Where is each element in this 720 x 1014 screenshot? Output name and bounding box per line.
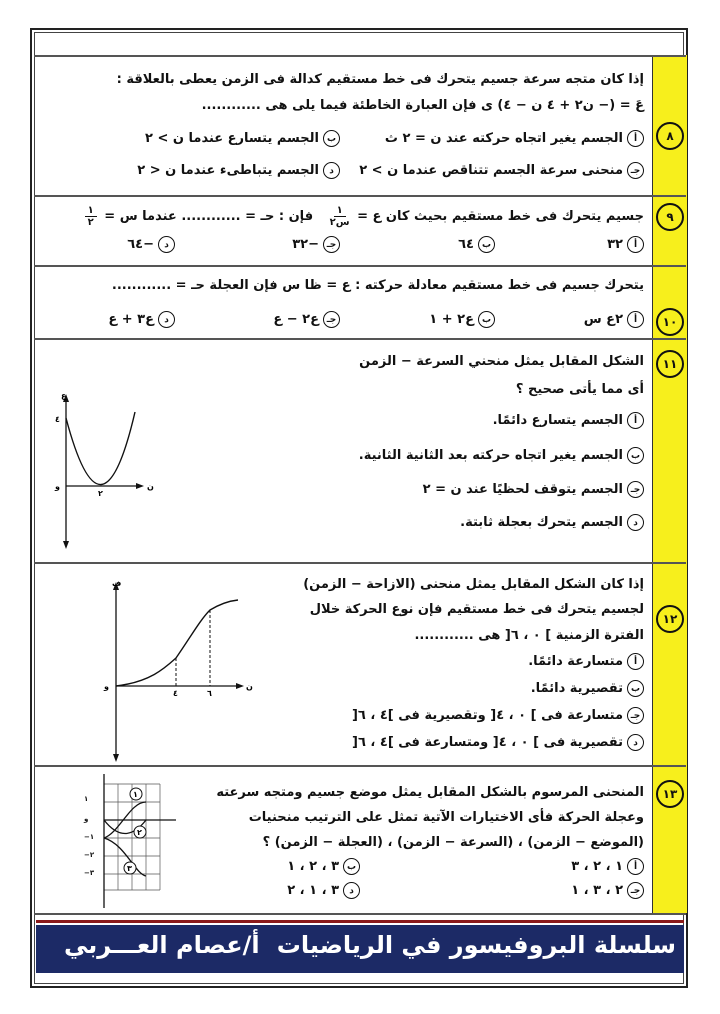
option-letter-badge: أ bbox=[627, 130, 644, 147]
author-name: أ/عصام العـــربي bbox=[64, 931, 260, 959]
q11-stem-line-1: الشكل المقابل يمثل منحني السرعة − الزمن bbox=[359, 354, 644, 369]
footer-banner bbox=[36, 925, 684, 973]
y-tick-label: −٢ bbox=[84, 851, 95, 859]
divider bbox=[34, 913, 686, 915]
option-text: الجسم يغير اتجاه حركته عند ن = ٢ ث bbox=[384, 131, 623, 146]
option-letter-badge: جـ bbox=[627, 707, 644, 724]
divider bbox=[34, 562, 686, 564]
divider bbox=[34, 55, 686, 57]
option-letter-badge: ب bbox=[478, 236, 495, 253]
x-tick-label: ٢ bbox=[98, 489, 103, 498]
option-text: متسارعة دائمًا. bbox=[528, 654, 623, 669]
y-tick-label: ١ bbox=[84, 795, 89, 803]
option-text: ١ ، ٢ ، ٣ bbox=[571, 859, 623, 874]
q9-option-b[interactable] bbox=[458, 236, 495, 253]
q10-option-d[interactable] bbox=[108, 311, 175, 328]
question-number-10: ١٠ bbox=[656, 308, 684, 336]
fraction bbox=[330, 205, 350, 228]
arrow-right-icon bbox=[236, 683, 244, 689]
option-letter-badge: ب bbox=[627, 680, 644, 697]
q9-stem-part-a: جسيم يتحرك فى خط مستقيم بحيث كان ع = bbox=[357, 209, 644, 224]
question-number-8: ٨ bbox=[656, 122, 684, 150]
option-text: الجسم يتحرك بعجلة ثابتة. bbox=[460, 515, 623, 530]
question-number-9: ٩ bbox=[656, 203, 684, 231]
y-tick-label: −٣ bbox=[84, 869, 95, 877]
q9-option-d[interactable] bbox=[127, 236, 175, 253]
option-letter-badge: ب bbox=[627, 447, 644, 464]
q9-stem bbox=[82, 205, 644, 228]
x-tick-label: ٦ bbox=[207, 689, 212, 698]
option-text: ٣ ، ٢ ، ١ bbox=[287, 859, 339, 874]
option-text: الجسم يغير اتجاه حركته بعد الثانية الثانية. bbox=[358, 448, 623, 463]
q11-option-b[interactable] bbox=[359, 447, 644, 464]
q10-option-c[interactable] bbox=[273, 311, 340, 328]
option-text: ع٣ + ع bbox=[108, 312, 154, 327]
y-tick-label: ٤ bbox=[55, 415, 60, 424]
velocity-curve bbox=[66, 412, 135, 485]
numerator: ١ bbox=[85, 205, 97, 217]
option-letter-badge: ب bbox=[343, 858, 360, 875]
arrow-down-icon bbox=[63, 541, 69, 549]
curve-label-3: ٣ bbox=[127, 864, 132, 873]
y-axis-label: ع bbox=[61, 391, 67, 400]
q13-option-a[interactable] bbox=[571, 858, 644, 875]
numerator: ١ bbox=[334, 205, 346, 217]
option-text: −٦٤ bbox=[127, 237, 154, 252]
origin-label: و bbox=[55, 482, 60, 491]
option-letter-badge: د bbox=[627, 514, 644, 531]
series-title: سلسلة البروفيسور في الرياضيات bbox=[276, 931, 676, 959]
q13-option-d[interactable] bbox=[287, 882, 360, 899]
option-text: تقصيرية دائمًا. bbox=[530, 681, 623, 696]
q13-stem-line-2: وعجلة الحركة فأى الاختيارات الآتية تمثل على الترتيب منحنيات bbox=[248, 810, 644, 825]
arrow-right-icon bbox=[136, 483, 144, 489]
q10-option-b[interactable] bbox=[429, 311, 495, 328]
option-text: الجسم يتسارع دائمًا. bbox=[492, 413, 623, 428]
option-letter-badge: د bbox=[158, 236, 175, 253]
option-text: ع٢ − ع bbox=[273, 312, 319, 327]
option-letter-badge: جـ bbox=[323, 311, 340, 328]
q12-option-a[interactable] bbox=[528, 653, 644, 670]
option-text: ٢ع س bbox=[583, 312, 623, 327]
option-letter-badge: أ bbox=[627, 653, 644, 670]
footer-accent-stripe bbox=[36, 920, 684, 923]
q12-option-c[interactable] bbox=[352, 707, 644, 724]
denominator: س٢ bbox=[329, 217, 350, 228]
q11-option-c[interactable] bbox=[423, 481, 644, 498]
q13-option-c[interactable] bbox=[571, 882, 644, 899]
q10-option-a[interactable] bbox=[584, 311, 644, 328]
option-letter-badge: د bbox=[343, 882, 360, 899]
q12-option-b[interactable] bbox=[531, 680, 644, 697]
q9-stem-part-b: فإن : حـ = ............ عندما س = bbox=[104, 209, 314, 224]
q12-stem-line-3: الفترة الزمنية ] ٠ ، ٦[ هى ............ bbox=[414, 628, 644, 643]
denominator: ٢ bbox=[87, 217, 94, 228]
option-letter-badge: ب bbox=[323, 130, 340, 147]
q12-stem-line-1: إذا كان الشكل المقابل يمثل منحنى (الازاحة − الزمن) bbox=[303, 577, 644, 592]
q12-stem-line-2: لجسيم يتحرك فى خط مستقيم فإن نوع الحركة خلال bbox=[309, 602, 644, 617]
option-letter-badge: ب bbox=[478, 311, 495, 328]
q11-option-d[interactable] bbox=[460, 514, 644, 531]
q12-option-d[interactable] bbox=[352, 734, 644, 751]
q12-displacement-time-graph bbox=[100, 578, 260, 763]
fraction bbox=[85, 205, 97, 228]
q13-option-b[interactable] bbox=[287, 858, 360, 875]
q8-option-b[interactable] bbox=[145, 130, 340, 147]
q13-stem-line-3: (الموضع − الزمن) ، (السرعة − الزمن) ، (العجلة − الزمن) ؟ bbox=[262, 835, 644, 850]
option-letter-badge: أ bbox=[627, 236, 644, 253]
curve-label-1: ١ bbox=[133, 790, 138, 799]
q10-stem: يتحرك جسيم فى خط مستقيم معادلة حركته : ع = ظا س فإن العجلة حـ = ............ bbox=[111, 278, 644, 293]
divider bbox=[34, 195, 686, 197]
q13-stem-line-1: المنحنى المرسوم بالشكل المقابل يمثل موضع جسيم ومتجه سرعته bbox=[216, 785, 644, 800]
option-letter-badge: د bbox=[158, 311, 175, 328]
question-number-11: ١١ bbox=[656, 350, 684, 378]
option-letter-badge: أ bbox=[627, 412, 644, 429]
option-text: −٣٢ bbox=[292, 237, 319, 252]
q8-option-c[interactable] bbox=[359, 162, 644, 179]
option-text: ع٢ + ١ bbox=[429, 312, 474, 327]
q11-stem-line-2: أى مما يأتى صحيح ؟ bbox=[515, 382, 644, 397]
option-letter-badge: أ bbox=[627, 311, 644, 328]
option-letter-badge: د bbox=[627, 734, 644, 751]
divider bbox=[34, 338, 686, 340]
option-text: تقصيرية فى ] ٠ ، ٤[ ومتسارعة فى ]٤ ، ٦[ bbox=[351, 735, 623, 750]
option-text: الجسم يتباطىء عندما ن < ٢ bbox=[137, 163, 319, 178]
q9-option-c[interactable] bbox=[292, 236, 340, 253]
option-text: ٢ ، ٣ ، ١ bbox=[571, 883, 623, 898]
option-letter-badge: جـ bbox=[323, 236, 340, 253]
option-letter-badge: جـ bbox=[627, 882, 644, 899]
curve-label-2: ٢ bbox=[137, 828, 142, 837]
q8-stem-line-1: إذا كان متجه سرعة جسيم يتحرك فى خط مستقيم كدالة فى الزمن يعطى بالعلاقة : bbox=[116, 72, 644, 87]
q11-velocity-time-graph bbox=[50, 390, 160, 550]
option-letter-badge: أ bbox=[627, 858, 644, 875]
option-letter-badge: د bbox=[323, 162, 340, 179]
arrow-down-icon bbox=[113, 754, 119, 762]
q13-motion-graphs bbox=[100, 772, 180, 912]
q8-stem-line-2: عَ = (− ن٢ + ٤ ن − ٤) ى فإن العبارة الخاطئة فيما يلى هى ............ bbox=[201, 98, 644, 113]
q9-option-a[interactable] bbox=[607, 236, 644, 253]
question-number-13: ١٣ bbox=[656, 780, 684, 808]
option-text: منحنى سرعة الجسم تتناقص عندما ن > ٢ bbox=[359, 163, 623, 178]
q8-option-d[interactable] bbox=[137, 162, 340, 179]
option-text: الجسم يتسارع عندما ن > ٢ bbox=[145, 131, 319, 146]
divider bbox=[34, 765, 686, 767]
question-number-12: ١٢ bbox=[656, 605, 684, 633]
option-text: ٦٤ bbox=[458, 237, 474, 252]
option-text: متسارعة فى ] ٠ ، ٤[ وتقصيرية فى ]٤ ، ٦[ bbox=[351, 708, 623, 723]
x-axis-label: ن bbox=[147, 482, 154, 491]
q11-option-a[interactable] bbox=[493, 412, 644, 429]
origin-label: و bbox=[104, 682, 109, 691]
q8-option-a[interactable] bbox=[385, 130, 644, 147]
option-text: الجسم يتوقف لحظيًا عند ن = ٢ bbox=[422, 482, 623, 497]
x-axis-label: ن bbox=[246, 682, 253, 691]
displacement-curve bbox=[116, 600, 238, 686]
option-letter-badge: جـ bbox=[627, 162, 644, 179]
divider bbox=[34, 265, 686, 267]
y-axis-label: ف bbox=[112, 579, 122, 588]
x-tick-label: ٤ bbox=[173, 689, 178, 698]
y-tick-label: −١ bbox=[84, 833, 95, 841]
option-letter-badge: جـ bbox=[627, 481, 644, 498]
option-text: ٣ ، ١ ، ٢ bbox=[287, 883, 339, 898]
option-text: ٣٢ bbox=[607, 237, 623, 252]
y-tick-label: و bbox=[84, 815, 89, 823]
